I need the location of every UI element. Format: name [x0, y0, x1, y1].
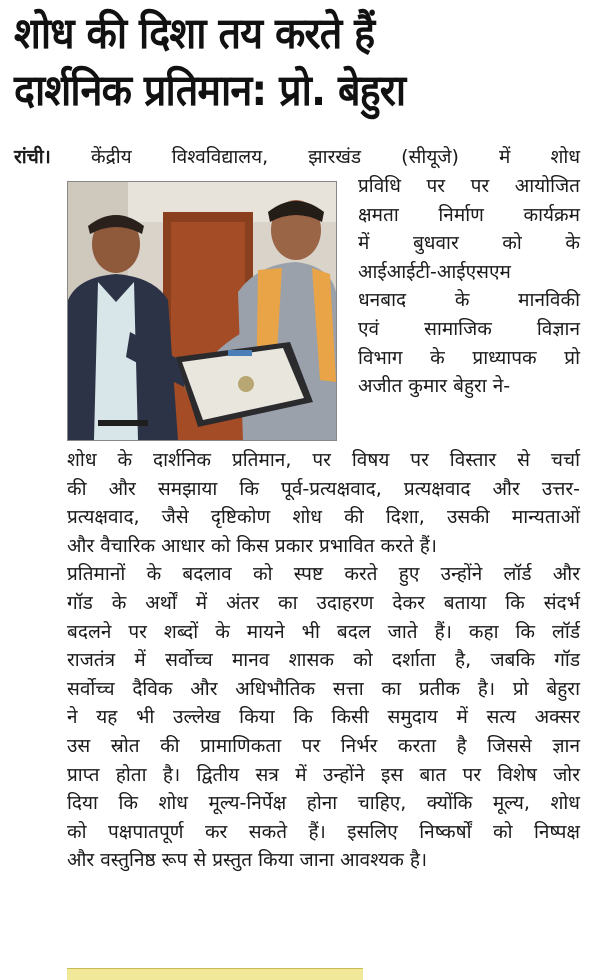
- body-line: शोध के दार्शनिक प्रतिमान, पर विषय पर विस्तार से चर्चा: [67, 449, 580, 471]
- headline: [14, 6, 535, 120]
- news-photo: [67, 181, 337, 441]
- side-line: क्षमता निर्माण कार्यक्रम: [358, 203, 580, 226]
- photo-illustration: [68, 182, 336, 440]
- body-line: गॉड के अर्थों में अंतर का उदाहरण देकर बताया कि संदर्भ: [67, 591, 580, 614]
- side-line: धनबाद के मानविकी: [358, 289, 580, 312]
- body-line: राजतंत्र में सर्वोच्च मानव शासक को दर्शाता है, जबकि गॉड: [67, 649, 580, 672]
- body-line: और वैचारिक आधार को किस प्रकार प्रभावित करते हैं।: [67, 534, 438, 557]
- headline-line-1: शोध की दिशा तय करते हैं: [14, 9, 375, 59]
- body-line: सर्वोच्च दैविक और अधिभौतिक सत्ता का प्रतीक है। प्रो बेहुरा: [67, 677, 580, 700]
- body-line: उस स्रोत की प्रामाणिकता पर निर्भर करता है जिससे ज्ञान: [67, 734, 580, 757]
- body-line: को पक्षपातपूर्ण कर सकते हैं। इसलिए निष्कर्षों को निष्पक्ष: [67, 820, 580, 843]
- intro-paragraph: [14, 143, 580, 171]
- body-line: बदलने पर शब्दों के मायने भी बदल जाते हैं। कहा कि लॉर्ड: [67, 620, 580, 643]
- side-line: आईआईटी-आईएसएम: [358, 260, 511, 283]
- body-line: दिया कि शोध मूल्य-निर्पेक्ष होना चाहिए, क्योंकि मूल्य, शोध: [67, 792, 580, 815]
- body-line: प्रतिमानों के बदलाव को स्पष्ट करते हुए उन्होंने लॉर्ड और: [67, 563, 580, 586]
- intro-text: केंद्रीय विश्वविद्यालय, झारखंड (सीयूजे) में शोध: [91, 146, 581, 168]
- body-line: प्रत्यक्षवाद, जैसे दृष्टिकोण शोध की दिशा, उसकी मान्यताओं: [67, 506, 580, 529]
- side-line: अजीत कुमार बेहुरा ने-: [358, 375, 511, 398]
- body-line: और वस्तुनिष्ठ रूप से प्रस्तुत किया जाना आवश्यक है।: [67, 849, 428, 872]
- dateline: रांची।: [14, 146, 51, 168]
- side-line: एवं सामाजिक विज्ञान: [358, 317, 580, 340]
- side-line: में बुधवार को के: [358, 232, 580, 255]
- side-line: विभाग के प्राध्यापक प्रो: [358, 346, 580, 369]
- headline-line-2: दार्शनिक प्रतिमान: प्रो. बेहुरा: [14, 66, 406, 116]
- body-line: ने यह भी उल्लेख किया कि किसी समुदाय में सत्य अक्सर: [67, 706, 580, 729]
- article-body: [67, 446, 580, 875]
- side-column: [358, 172, 580, 401]
- side-line: प्रविधि पर पर आयोजित: [358, 175, 580, 197]
- body-line: प्राप्त होता है। द्वितीय सत्र में उन्होंने इस बात पर विशेष जोर: [67, 763, 580, 786]
- body-line: की और समझाया कि पूर्व-प्रत्यक्षवाद, प्रत्यक्षवाद और उत्तर-: [67, 477, 580, 500]
- bottom-highlight-bar: [67, 968, 363, 980]
